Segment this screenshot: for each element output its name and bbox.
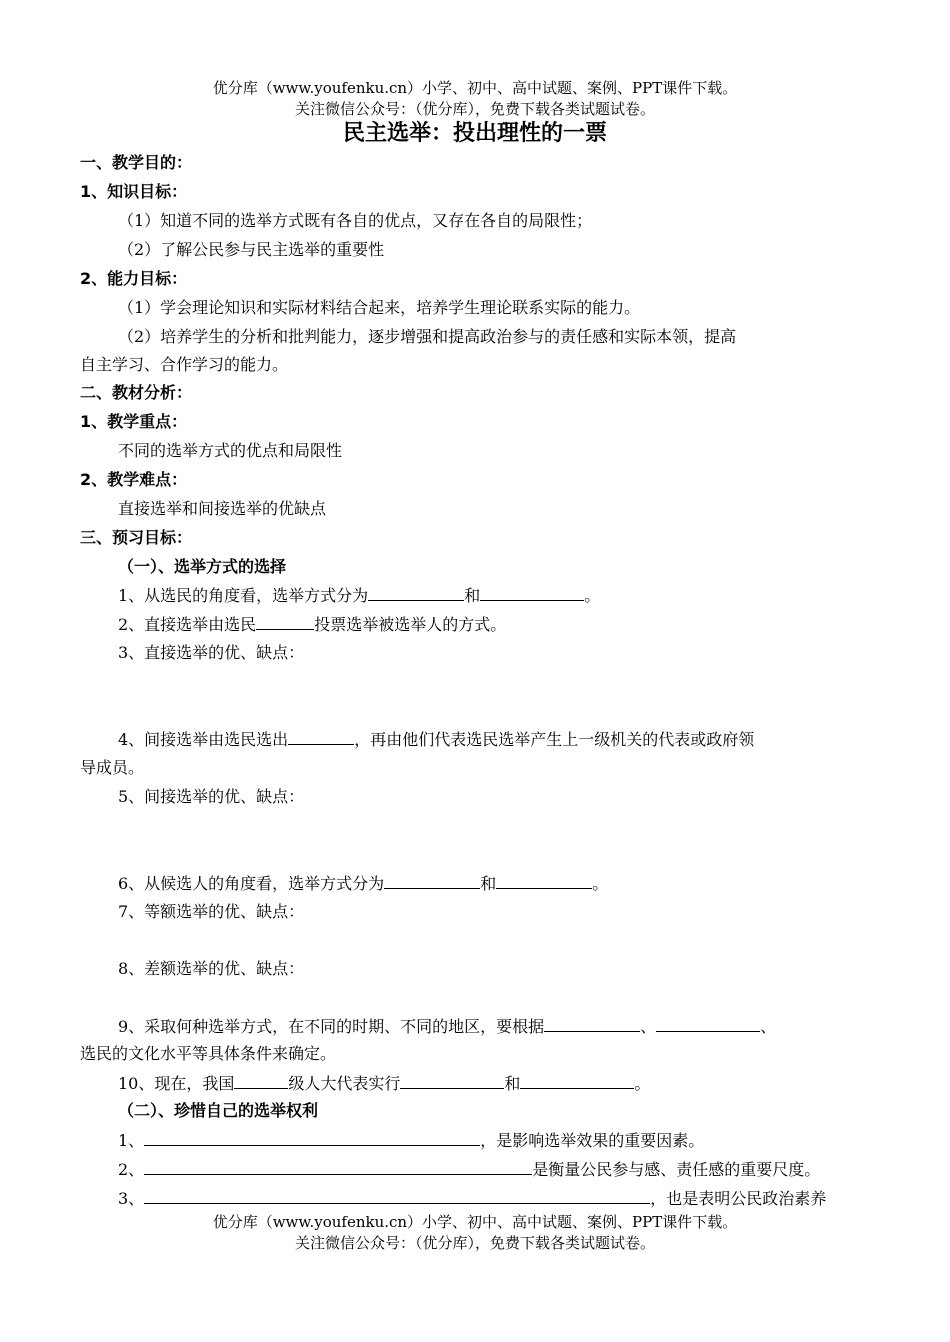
question-5: 5、间接选举的优、缺点：: [118, 787, 305, 806]
section-heading-preview: 三、预习目标：: [80, 528, 193, 547]
question-1: [118, 583, 880, 608]
question-10-text-c: 和: [504, 1074, 521, 1093]
answer-blank[interactable]: [496, 871, 592, 889]
question-7: 7、等额选举的优、缺点：: [118, 902, 305, 921]
answer-blank[interactable]: [144, 1157, 532, 1175]
answer-blank[interactable]: [144, 1186, 650, 1204]
question-4-cont: 导成员。: [80, 758, 145, 777]
rights-item-1: [118, 1128, 880, 1153]
answer-blank[interactable]: [520, 1071, 634, 1089]
question-6-text-a: 6、从候选人的角度看，选举方式分为: [118, 874, 385, 893]
question-9-cont: 选民的文化水平等具体条件来确定。: [80, 1044, 337, 1063]
rights-item-3-text: ，也是表明公民政治素养: [650, 1189, 827, 1208]
subheading-key-points: 1、教学重点：: [80, 412, 188, 431]
question-4: [118, 727, 880, 752]
question-10-text-a: 10、现在，我国: [118, 1074, 235, 1093]
header-line-1: 优分库（www.youfenku.cn）小学、初中、高中试题、案例、PPT课件下载。: [212, 79, 738, 97]
answer-blank[interactable]: [656, 1014, 760, 1032]
answer-blank[interactable]: [288, 727, 354, 745]
answer-blank[interactable]: [256, 612, 314, 630]
question-1-text-c: 。: [584, 586, 601, 605]
question-9-text-c: 、: [760, 1017, 777, 1036]
section-heading-analysis: 二、教材分析：: [80, 383, 193, 402]
rights-item-2-text: 是衡量公民参与感、责任感的重要尺度。: [532, 1160, 821, 1179]
question-10-text-b: 级人大代表实行: [288, 1074, 401, 1093]
question-2-text-b: 投票选举被选举人的方式。: [314, 615, 507, 634]
difficulties-text: 直接选举和间接选举的优缺点: [118, 499, 327, 518]
ability-item-2: （2）培养学生的分析和批判能力，逐步增强和提高政治参与的责任感和实际本领，提高: [118, 327, 737, 346]
knowledge-item-2: （2）了解公民参与民主选举的重要性: [118, 240, 385, 259]
knowledge-item-1: （1）知道不同的选举方式既有各自的优点，又存在各自的局限性；: [118, 211, 593, 230]
ability-item-2-cont: 自主学习、合作学习的能力。: [80, 355, 289, 374]
question-10: [118, 1071, 880, 1096]
section-heading-objectives: 一、教学目的：: [80, 153, 193, 172]
answer-blank[interactable]: [544, 1014, 640, 1032]
subheading-difficulties: 2、教学难点：: [80, 470, 188, 489]
rights-item-3: [118, 1186, 880, 1211]
rights-item-2: [118, 1157, 880, 1182]
question-1-text-a: 1、从选民的角度看，选举方式分为: [118, 586, 369, 605]
question-9-text-a: 9、采取何种选举方式，在不同的时期、不同的地区，要根据: [118, 1017, 545, 1036]
answer-blank[interactable]: [144, 1128, 480, 1146]
answer-blank[interactable]: [480, 583, 584, 601]
question-10-text-d: 。: [634, 1074, 651, 1093]
question-2: [118, 612, 880, 637]
answer-blank[interactable]: [400, 1071, 504, 1089]
question-9: [118, 1014, 880, 1039]
rights-item-1-text: ，是影响选举效果的重要因素。: [480, 1131, 705, 1150]
question-4-text-a: 4、间接选举由选民选出: [118, 730, 289, 749]
question-3: 3、直接选举的优、缺点：: [118, 643, 305, 662]
question-2-text-a: 2、直接选举由选民: [118, 615, 257, 634]
rights-item-2-num: 2、: [118, 1160, 145, 1179]
answer-blank[interactable]: [368, 583, 464, 601]
answer-blank[interactable]: [384, 871, 480, 889]
page-title: 民主选举：投出理性的一票: [342, 121, 607, 146]
rights-item-3-num: 3、: [118, 1189, 145, 1208]
footer-line-1: 优分库（www.youfenku.cn）小学、初中、高中试题、案例、PPT课件下载。: [212, 1213, 738, 1231]
question-8: 8、差额选举的优、缺点：: [118, 959, 305, 978]
question-6-text-c: 。: [592, 874, 609, 893]
question-9-text-b: 、: [640, 1017, 657, 1036]
question-1-text-b: 和: [464, 586, 481, 605]
question-6: [118, 871, 880, 896]
header-line-2: 关注微信公众号：（优分库），免费下载各类试题试卷。: [294, 100, 655, 118]
footer-line-2: 关注微信公众号：（优分库），免费下载各类试题试卷。: [294, 1234, 655, 1252]
subheading-knowledge: 1、知识目标：: [80, 182, 188, 201]
answer-blank[interactable]: [234, 1071, 288, 1089]
part-heading-2: （二）、珍惜自己的选举权利: [118, 1101, 319, 1120]
rights-item-1-num: 1、: [118, 1131, 145, 1150]
question-6-text-b: 和: [480, 874, 497, 893]
ability-item-1: （1）学会理论知识和实际材料结合起来，培养学生理论联系实际的能力。: [118, 298, 641, 317]
key-points-text: 不同的选举方式的优点和局限性: [118, 441, 343, 460]
question-4-text-b: ，再由他们代表选民选举产生上一级机关的代表或政府领: [354, 730, 755, 749]
subheading-ability: 2、能力目标：: [80, 269, 188, 288]
part-heading-1: （一）、选举方式的选择: [118, 557, 287, 576]
